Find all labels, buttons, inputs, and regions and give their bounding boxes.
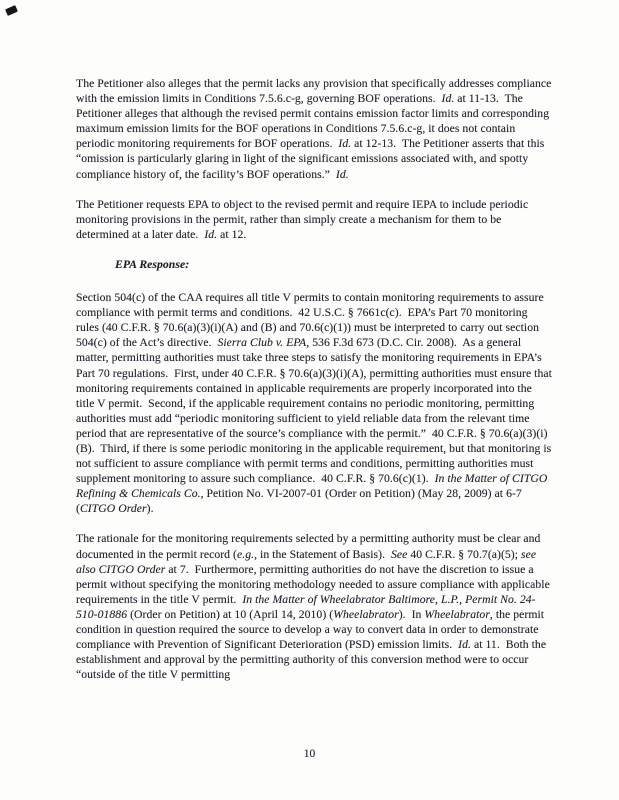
italic-text-run: CITGO Order — [79, 502, 147, 516]
text-run: The Petitioner requests EPA to object to the revised permit and require IEPA to include periodic monitoring provisions in the permit, rather than simply create a mechanism for them to be determined at a later date. — [76, 197, 532, 241]
italic-text-run: In the Matter of CITGO Refining & Chemicals Co. — [76, 472, 551, 501]
text-run: , 536 F.3d 673 (D.C. Cir. 2008). As a general matter, permitting authorities must take three steps to satisfy the monitoring requirements in EPA’s Part 70 regulations. First, under 40 C.F.R. § 70.6(a)(3)(i)(A), permitting authorities must ensure that monitoring requirements contained in applicable requirements are properly incorporated into the title V permit. Second, if the applicable requirement contains no periodic monitoring, permitting authorities must add “periodic monitoring sufficient to yield reliable data from the relevant time period that are representative of the source’s compliance with the permit.” 40 C.F.R. § 70.6(a)(3)(i)(B). Third, if there is some periodic monitoring in the applicable requirement, but that monitoring is not sufficient to assure compliance with permit terms and conditions, permitting authorities must supplement monitoring to assure such compliance. 40 C.F.R. § 70.6(c)(1). — [76, 336, 555, 486]
text-run: , Petition No. VI-2007-01 (Order on Petition) (May 28, 2009) at 6-7 ( — [76, 487, 525, 516]
scan-artifact-mark — [5, 5, 18, 16]
text-run: at 7. Furthermore, permitting authorities do not have the discretion to issue a permit without specifying the monitoring methodology needed to assure compliance with applicable requirements in the title V permit. — [76, 562, 553, 606]
document-body — [76, 76, 555, 697]
paragraph — [76, 290, 555, 516]
italic-text-run: Id. — [458, 638, 471, 652]
text-run: The Petitioner also alleges that the permit lacks any provision that specifically addresses compliance with the emission limits in Conditions 7.5.6.c-g, governing BOF operations. — [76, 77, 555, 106]
italic-text-run: See — [391, 547, 408, 561]
italic-text-run: EPA Response: — [115, 257, 190, 271]
page-footer — [0, 748, 619, 760]
italic-text-run: Sierra Club v. EPA — [217, 336, 307, 350]
italic-text-run: Wheelabrator — [333, 607, 399, 621]
text-run: The rationale for the monitoring requirements selected by a permitting authority must be clear and documented in the permit record ( — [76, 532, 544, 561]
text-run: , in the Statement of Basis). — [254, 547, 391, 561]
text-run: Section 504(c) of the CAA requires all title V permits to contain monitoring requirements to assure compliance with permit terms and conditions. 42 U.S.C. § 7661c(c). EPA’s Part 70 monitoring rules (40 C.F.R. § 70.6(a)(3)(i)(A) and (B) and 70.6(c)(1)) must be interpreted to carry out section 504(c) of the Act’s directive. — [76, 291, 547, 350]
italic-text-run: In the Matter of Wheelabrator Baltimore, L.P., Permit No. 24-510-01886 — [76, 592, 536, 621]
text-run: at 12-13. The Petitioner asserts that this “omission is particularly glaring in light of the significant emissions associated with, and spotty compliance history of, the facility’s BOF operations.” — [76, 137, 548, 181]
italic-text-run: Id. — [204, 227, 218, 241]
italic-text-run: see also CITGO Order — [76, 547, 540, 576]
italic-text-run: Id. — [335, 167, 349, 181]
paragraph — [76, 531, 552, 682]
page-number: 10 — [303, 748, 316, 760]
text-run: 40 C.F.R. § 70.7(a)(5); — [407, 547, 521, 561]
italic-text-run: Id. — [338, 137, 352, 151]
italic-text-run: Id. — [441, 92, 455, 106]
text-run: ). — [146, 502, 154, 516]
text-run: at 11-13. The Petitioner alleges that although the revised permit contains emission factor limits and corresponding maximum emission limits for the BOF operations in Conditions 7.5.6.c-g, it does not contain periodic monitoring requirements for BOF operations. — [76, 92, 553, 151]
paragraph — [76, 197, 552, 242]
section-heading — [115, 257, 552, 272]
text-run: at 12. — [217, 227, 247, 241]
text-run: (Order on Petition) at 10 (April 14, 2010) ( — [127, 607, 334, 621]
italic-text-run: e.g. — [237, 547, 255, 561]
paragraph — [76, 76, 555, 182]
text-run: ). In — [398, 607, 425, 621]
text-run: at 11. Both the establishment and approval by the permitting authority of this conversion method were to occur “outside of the title V permitting — [76, 638, 550, 682]
italic-text-run: Wheelabrator — [424, 607, 490, 621]
text-run: , the permit condition in question required the source to develop a way to convert data in order to demonstrate compliance with Prevention of Significant Deterioration (PSD) emission limits. — [76, 607, 548, 652]
